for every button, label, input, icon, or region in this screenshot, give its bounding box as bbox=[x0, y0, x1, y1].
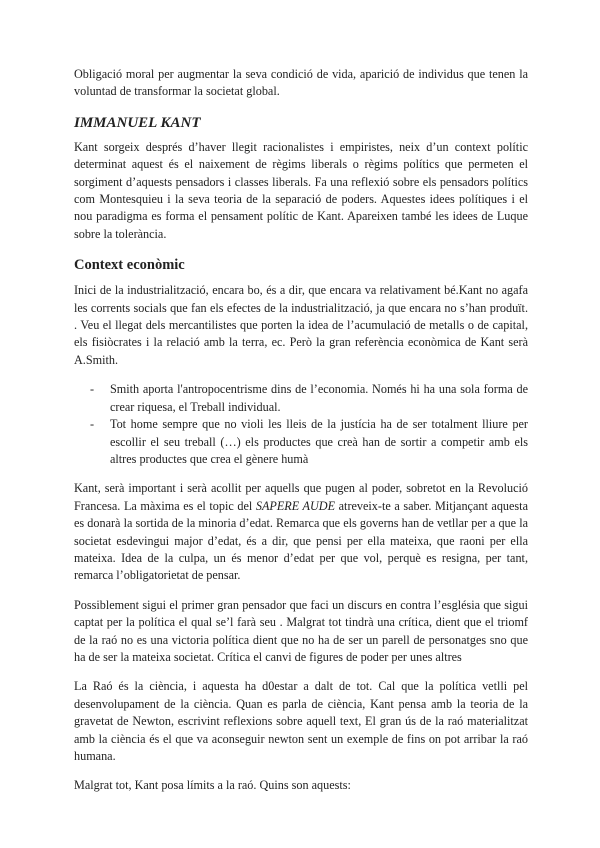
reason-science-paragraph: La Raó és la ciència, i aquesta ha d0estar a dalt de tot. Cal que la política vetlli pel desenvolupament de la ciència. Quan es parla de ciència, Kant pensa amb la teoria de la gravetat de Newton, escrivint reflexions sobre aquell text, El gran ús de la raó materialitzat amb la ciència és el que va aconseguir newton sent un exemple de fins on pot arribar la raó humana. bbox=[74, 679, 528, 763]
aude-text-after: atreveix-te a saber. Mitjançant aquesta es donarà la sortida de la minoria d’edat. Remarca que els governs han de vetllar per a que la societat esdevingui major d’edat, és a dir, que pensi per ella mateixa, que raoni per ella mateixa. Idea de la culpa, un és menor d’edat per que vol, perquè es resigna, per tant, remarca l’obligatorietat de pensar. bbox=[74, 498, 528, 583]
list-item-text: Smith aporta l'antropocentrisme dins de l’economia. Només hi ha una sola forma de crear riquesa, el Treball individual. bbox=[110, 382, 528, 414]
economic-context-heading: Context econòmic bbox=[74, 257, 185, 274]
kant-heading: IMMANUEL KANT bbox=[74, 114, 201, 131]
kant-paragraph: Kant sorgeix després d’haver llegit racionalistes i empiristes, neix d’un context polític determinat aquest és el naixement de règims liberals o règims polítics que permeten el sorgiment d’aquests pensadors i classes liberals. Fa una reflexió sobre els pensadors polítics com Montesquieu i la seva teoria de la separació de poders. Aquestes idees polítiques i el nou paradigma es forma el pensament polític de Kant. Apareixen també les idees de Luque sobre la tolerància. bbox=[74, 139, 528, 241]
reason-limits-paragraph: Malgrat tot, Kant posa límits a la raó. Quins son aquests: bbox=[74, 778, 351, 793]
list-dash: - bbox=[90, 417, 95, 432]
list-item bbox=[90, 381, 528, 416]
economic-paragraph: Inici de la industrialització, encara bo, és a dir, que encara va relativament bé.Kant no agafa les corrents socials que fan els efectes de la industrialització, ja que encara no s’han produït. . Veu el llegat dels mercantilistes que porten la idea de l’acumulació de metalls o de capital, els fisiòcrates i la relació amb la terra, ec. Però la gran referència econòmica de Kant serà A.Smith. bbox=[74, 283, 528, 367]
smith-list bbox=[74, 381, 528, 468]
aude-text-before: Kant, serà important i serà acollit per aquells que pugen al poder, sobretot en la Revolució Francesa. La màxima es el topic del bbox=[74, 481, 528, 513]
sapere-aude-paragraph bbox=[74, 480, 528, 584]
list-item-text: Tot home sempre que no violi les lleis de la justícia ha de ser totalment lliure per escollir el seu treball (…) els productes que creà han de sortir a competir amb els altres productes que crea el gènere humà bbox=[110, 417, 528, 466]
document-page bbox=[74, 66, 528, 807]
list-item bbox=[90, 416, 528, 468]
list-dash: - bbox=[90, 382, 95, 397]
church-paragraph: Possiblement sigui el primer gran pensador que faci un discurs en contra l’església que sigui captat per la política el qual se’l farà seu . Malgrat tot tindrà una crítica, dient que el triomf de la raó no es una victoria política dient que no ha de ser un parell de personatges sno que ha de ser la mateixa societat. Crítica el canvi de figures de poder per unes altres bbox=[74, 597, 528, 664]
sapere-aude-italic: SAPERE AUDE bbox=[255, 498, 336, 513]
intro-paragraph: Obligació moral per augmentar la seva condició de vida, aparició de individus que tenen la voluntad de transformar la societat global. bbox=[74, 67, 528, 99]
